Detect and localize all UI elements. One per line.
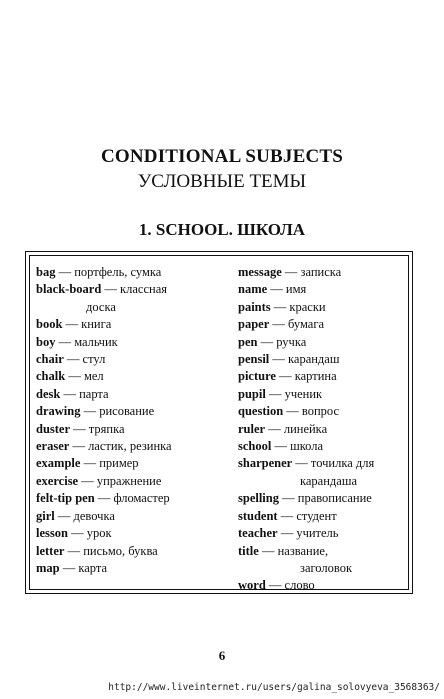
vocab-entry [36, 334, 236, 351]
vocab-entry [36, 281, 236, 316]
vocab-english-word: word [238, 578, 266, 593]
vocab-entry [36, 368, 236, 385]
vocab-english-word: school [238, 439, 272, 454]
vocab-english-word: chalk [36, 369, 66, 384]
vocab-entry [238, 490, 408, 507]
source-url: http://www.liveinternet.ru/users/galina_solovyeva_3568363/ [108, 682, 440, 693]
vocab-separator: — [83, 456, 97, 471]
vocab-english-word: girl [36, 508, 55, 523]
vocab-russian-translation: бумага [288, 317, 325, 332]
vocab-separator: — [97, 491, 111, 506]
vocab-russian-translation: краски [289, 299, 326, 314]
vocab-entry [238, 316, 408, 333]
vocab-russian-translation: точилка для [310, 456, 375, 471]
vocab-english-word: letter [36, 543, 65, 558]
vocab-separator: — [260, 334, 274, 349]
vocab-russian-translation: учитель [296, 526, 339, 541]
vocab-russian-translation: письмо, буква [83, 543, 158, 558]
vocab-english-word: exercise [36, 473, 79, 488]
vocab-translation-continuation: заголовок [300, 560, 353, 575]
vocab-russian-translation: упражнение [96, 473, 162, 488]
page-subtitle: УСЛОВНЫЕ ТЕМЫ [137, 171, 307, 192]
vocab-russian-translation: карта [78, 560, 108, 575]
vocab-english-word: black-board [36, 282, 102, 297]
vocab-separator: — [104, 282, 117, 297]
vocab-separator: — [66, 352, 80, 367]
vocab-entry [238, 403, 408, 420]
vocab-russian-translation: записка [300, 265, 342, 279]
vocab-entry [36, 525, 236, 542]
vocab-russian-translation: карандаш [288, 352, 340, 367]
vocabulary-right-column [238, 264, 408, 595]
vocab-entry [36, 351, 236, 368]
vocab-separator: — [72, 439, 85, 454]
page-title: CONDITIONAL SUBJECTS [100, 146, 344, 167]
vocab-separator: — [83, 404, 97, 419]
vocab-entry [238, 508, 408, 525]
vocab-separator: — [268, 386, 282, 401]
vocab-english-word: spelling [238, 491, 279, 506]
vocab-entry [36, 438, 236, 455]
vocab-russian-translation: школа [290, 439, 324, 454]
vocab-separator: — [58, 334, 72, 349]
vocab-english-word: desk [36, 386, 61, 401]
vocab-separator: — [73, 421, 86, 436]
section-heading: 1. SCHOOL. ШКОЛА [138, 220, 306, 239]
vocab-russian-translation: слово [284, 578, 315, 593]
vocab-separator: — [270, 282, 283, 297]
vocab-entry [36, 455, 236, 472]
vocab-entry [238, 525, 408, 542]
vocab-english-word: teacher [238, 526, 278, 541]
vocab-separator: — [284, 265, 298, 279]
vocab-english-word: felt-tip pen [36, 491, 95, 506]
vocab-russian-translation: фломастер [113, 491, 170, 506]
vocab-separator: — [295, 456, 308, 471]
vocab-russian-translation: девочка [73, 508, 115, 523]
vocab-entry [238, 438, 408, 455]
vocab-entry [238, 351, 408, 368]
vocab-translation-continuation: карандаша [300, 473, 358, 488]
vocab-russian-translation: стул [82, 352, 106, 367]
vocab-entry [238, 334, 408, 351]
vocab-russian-translation: парта [79, 386, 109, 401]
vocab-entry [36, 421, 236, 438]
vocab-separator: — [272, 317, 285, 332]
vocab-english-word: map [36, 560, 60, 575]
vocab-english-word: duster [36, 421, 71, 436]
vocab-russian-translation: ученик [284, 386, 323, 401]
vocab-entry [238, 281, 408, 298]
vocab-english-word: ruler [238, 421, 266, 436]
vocab-separator: — [63, 386, 76, 401]
vocab-entry [36, 473, 236, 490]
vocab-separator: — [68, 369, 81, 384]
vocab-separator: — [274, 439, 287, 454]
vocab-separator: — [62, 560, 76, 575]
vocab-separator: — [272, 352, 285, 367]
vocab-russian-translation: мел [83, 369, 104, 384]
vocab-separator: — [273, 299, 287, 314]
vocab-entry [238, 368, 408, 385]
vocab-entry [238, 543, 408, 578]
vocab-russian-translation: имя [285, 282, 307, 297]
vocab-entry [238, 577, 408, 594]
vocab-russian-translation: линейка [283, 421, 328, 436]
vocab-english-word: lesson [36, 526, 68, 541]
vocab-russian-translation: ластик, резинка [88, 439, 172, 454]
vocab-english-word: student [238, 508, 278, 523]
vocab-english-word: eraser [36, 439, 70, 454]
vocab-separator: — [57, 508, 71, 523]
vocab-russian-translation: тряпка [88, 421, 125, 436]
vocab-english-word: example [36, 456, 81, 471]
vocab-english-word: sharpener [238, 456, 293, 471]
vocab-entry [238, 386, 408, 403]
vocab-separator: — [282, 491, 295, 506]
vocab-separator: — [268, 421, 281, 436]
vocab-russian-translation: название, [277, 543, 329, 558]
vocab-entry [238, 299, 408, 316]
vocab-russian-translation: пример [99, 456, 139, 471]
vocab-entry [36, 543, 236, 560]
vocab-russian-translation: ручка [276, 334, 307, 349]
vocab-separator: — [279, 369, 292, 384]
vocab-entry [238, 421, 408, 438]
page-number: 6 [218, 648, 226, 663]
vocab-entry [36, 490, 236, 507]
vocab-russian-translation: урок [86, 526, 112, 541]
vocab-separator: — [280, 508, 294, 523]
vocab-translation-continuation: доска [86, 299, 116, 314]
vocab-english-word: message [238, 265, 282, 279]
vocab-english-word: picture [238, 369, 276, 384]
vocab-separator: — [67, 543, 81, 558]
vocab-entry [36, 560, 236, 577]
vocab-english-word: title [238, 543, 259, 558]
vocab-russian-translation: картина [294, 369, 337, 384]
vocab-english-word: book [36, 317, 63, 332]
vocab-english-word: name [238, 282, 268, 297]
vocab-english-word: bag [36, 265, 56, 279]
vocab-english-word: boy [36, 334, 56, 349]
vocab-russian-translation: портфель, сумка [74, 265, 162, 279]
vocab-entry [36, 403, 236, 420]
vocab-entry [36, 386, 236, 403]
vocab-entry [36, 508, 236, 525]
vocab-russian-translation: вопрос [301, 404, 340, 419]
vocab-separator: — [71, 526, 84, 541]
vocab-entry [36, 264, 236, 281]
vocab-english-word: question [238, 404, 284, 419]
vocab-entry [238, 455, 408, 490]
vocabulary-left-column [36, 264, 236, 577]
vocab-separator: — [65, 317, 79, 332]
vocab-russian-translation: книга [81, 317, 112, 332]
vocab-russian-translation: студент [296, 508, 337, 523]
vocab-entry [238, 264, 408, 281]
vocab-separator: — [268, 578, 282, 593]
vocab-russian-translation: правописание [297, 491, 372, 506]
vocab-english-word: pupil [238, 386, 266, 401]
vocab-entry [36, 316, 236, 333]
vocab-english-word: drawing [36, 404, 81, 419]
vocab-english-word: pensil [238, 352, 270, 367]
vocab-russian-translation: мальчик [74, 334, 118, 349]
vocab-separator: — [261, 543, 275, 558]
vocab-separator: — [286, 404, 299, 419]
vocab-english-word: paper [238, 317, 270, 332]
vocab-separator: — [58, 265, 72, 279]
vocab-english-word: pen [238, 334, 258, 349]
vocab-russian-translation: классная [120, 282, 167, 297]
vocab-english-word: paints [238, 299, 271, 314]
vocab-russian-translation: рисование [99, 404, 155, 419]
vocab-separator: — [280, 526, 294, 541]
vocab-english-word: chair [36, 352, 64, 367]
vocab-separator: — [81, 473, 94, 488]
